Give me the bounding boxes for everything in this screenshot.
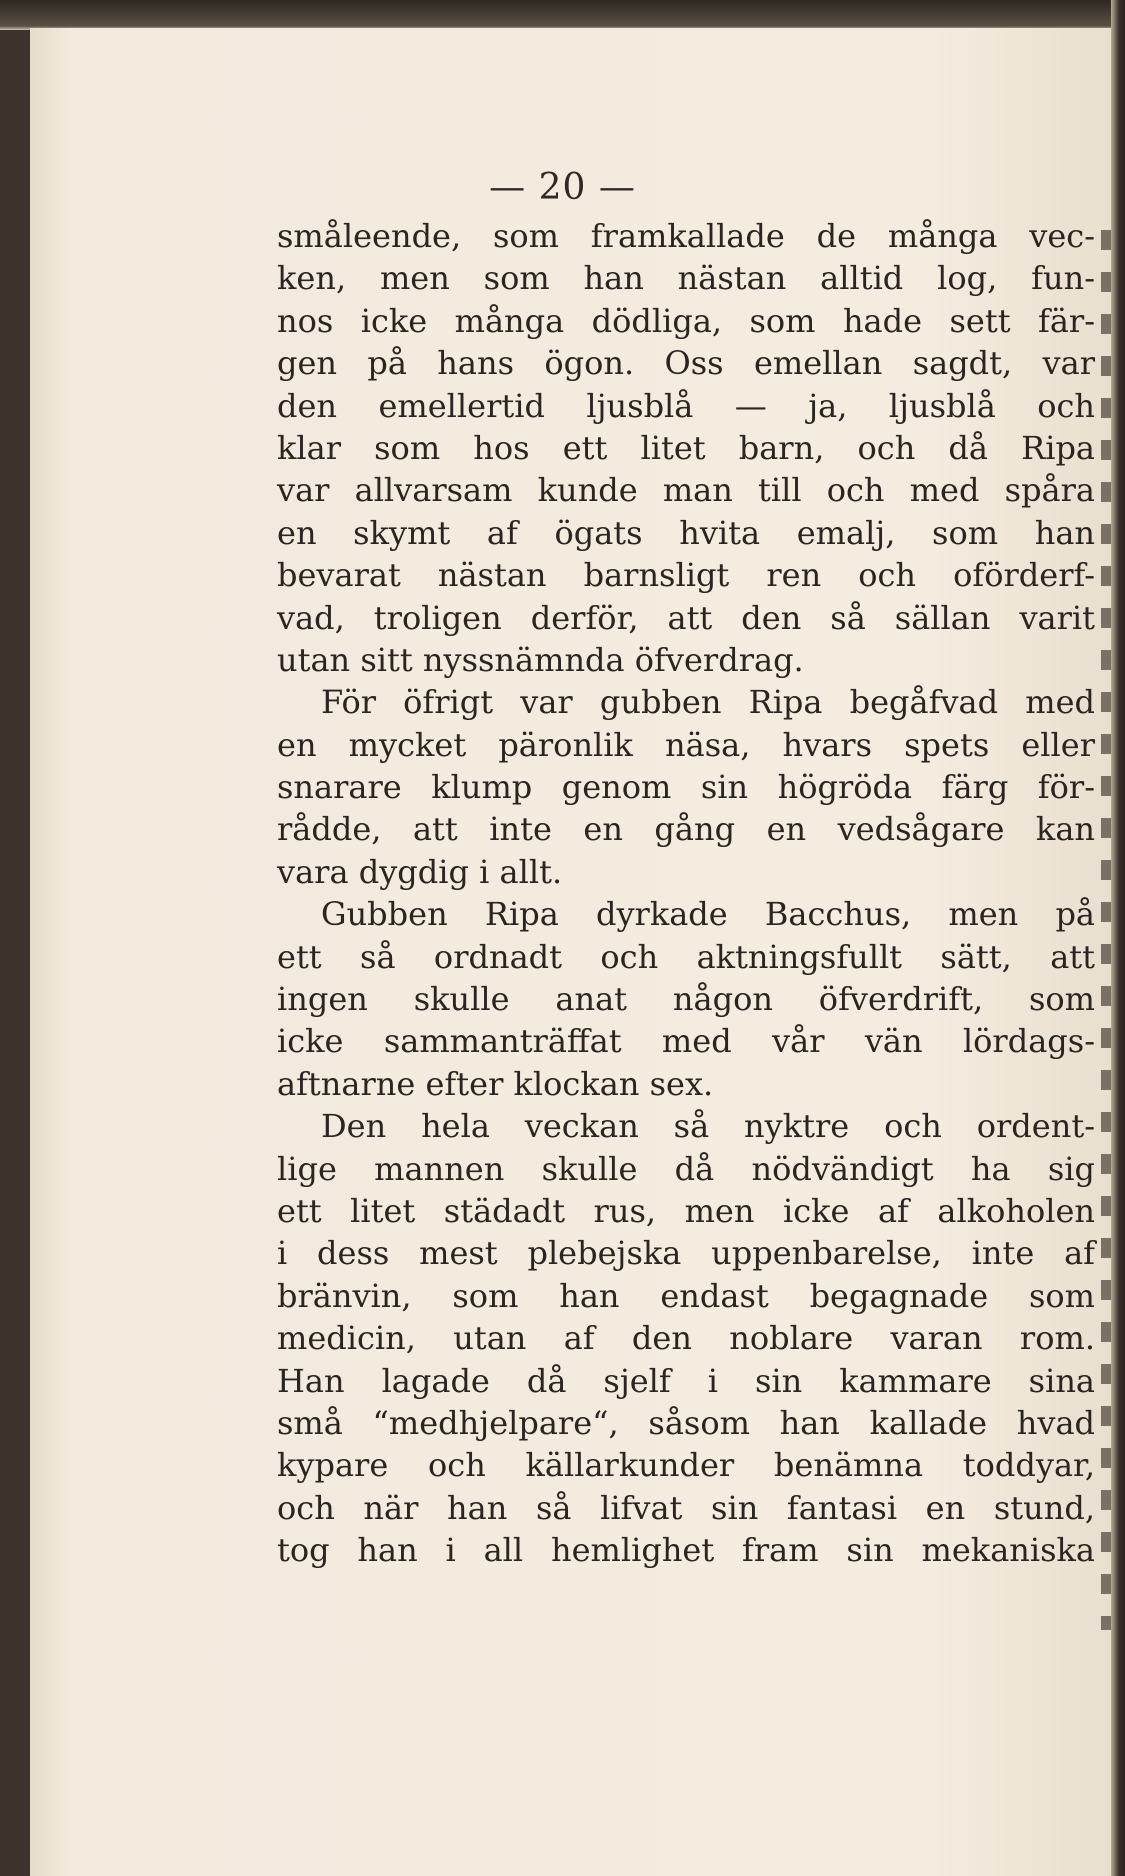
text-line: aftnarne efter klockan sex. [277, 1064, 714, 1103]
text-line: ett så ordnadt och aktningsfullt sätt, att [277, 937, 1095, 976]
text-line: För öfrigt var gubben Ripa begåfvad med [321, 683, 1095, 722]
text-line: medicin, utan af den noblare varan rom. [277, 1319, 1095, 1358]
text-line: en skymt af ögats hvita emalj, som han [277, 513, 1095, 552]
adjacent-page-bleed [1101, 230, 1111, 1630]
text-line: i dess mest plebejska uppenbarelse, inte af [277, 1234, 1095, 1273]
text-line: tog han i all hemlighet fram sin mekaniska [277, 1531, 1095, 1570]
text-line: kypare och källarkunder benämna toddyar, [277, 1446, 1095, 1485]
page-top-edge [0, 0, 1125, 30]
text-line: icke sammanträffat med vår vän lördags- [277, 1022, 1095, 1061]
text-line: bevarat nästan barnsligt ren och oförderf- [277, 556, 1095, 595]
text-line: vara dygdig i allt. [277, 852, 563, 891]
text-line: och när han så lifvat sin fantasi en stund, [277, 1488, 1095, 1527]
text-line: små “medhjelpare“, såsom han kallade hvad [277, 1403, 1095, 1442]
text-line: ingen skulle anat någon öfverdrift, som [277, 980, 1095, 1019]
page-right-edge [1111, 0, 1125, 1876]
text-line: var allvarsam kunde man till och med spåra [277, 471, 1095, 510]
text-line: bränvin, som han endast begagnade som [277, 1276, 1095, 1315]
text-line: lige mannen skulle då nödvändigt ha sig [277, 1149, 1095, 1188]
text-line: ken, men som han nästan alltid log, fun- [277, 259, 1095, 298]
text-line: klar som hos ett litet barn, och då Ripa [277, 428, 1095, 467]
text-line: Den hela veckan så nyktre och ordent- [321, 1107, 1095, 1146]
text-line: en mycket päronlik näsa, hvars spets eller [277, 725, 1095, 764]
text-line: Han lagade då sjelf i sin kammare sina [277, 1361, 1095, 1400]
text-line: ett litet städadt rus, men icke af alkoholen [277, 1191, 1095, 1230]
text-line: vad, troligen derför, att den så sällan varit [277, 598, 1095, 637]
text-line: utan sitt nyssnämnda öfverdrag. [277, 640, 804, 679]
body-text [277, 215, 1095, 1572]
page-number-header: — 20 — [489, 167, 636, 208]
text-line: Gubben Ripa dyrkade Bacchus, men på [321, 895, 1095, 934]
text-line: rådde, att inte en gång en vedsågare kan [277, 810, 1095, 849]
text-line: gen på hans ögon. Oss emellan sagdt, var [277, 344, 1095, 383]
text-line: nos icke många dödliga, som hade sett fär- [277, 301, 1095, 340]
text-line: småleende, som framkallade de många vec- [277, 217, 1095, 255]
text-line: snarare klump genom sin högröda färg för- [277, 768, 1095, 807]
text-line: den emellertid ljusblå — ja, ljusblå och [277, 386, 1095, 425]
